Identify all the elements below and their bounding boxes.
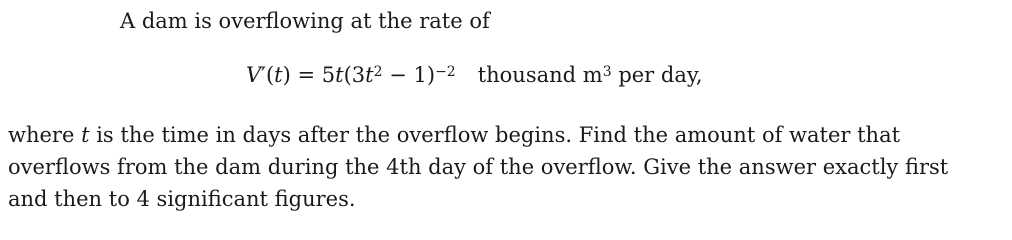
formula-rhs-variable: t	[335, 63, 344, 87]
rate-formula: $V'(t) = 5t(3t^2 - 1)^{-2}$ thousand $m^3$ per day,	[246, 63, 703, 87]
formula-lhs-variable: t	[274, 63, 283, 87]
formula-inner-variable: t	[365, 63, 374, 87]
formula-function: V	[246, 63, 262, 87]
formula-inner-exponent: 2	[373, 63, 383, 80]
formula-outer-exponent: −2	[435, 63, 456, 80]
formula-inner-constant: 1	[413, 63, 427, 87]
formula-unit: thousand m	[477, 63, 603, 87]
problem-body-line-3: and then to 4 significant figures.	[8, 187, 356, 211]
formula-prime: ′	[261, 63, 266, 87]
problem-intro: A dam is overflowing at the rate of	[120, 9, 490, 33]
formula-inner-coefficient: 3	[351, 63, 366, 87]
problem-body-line-1	[8, 122, 900, 148]
body-variable: t	[81, 123, 90, 147]
formula-coefficient: 5	[321, 63, 336, 87]
body-line-1-text: where t is the time in days after the overflow begins. Find the amount of water that	[8, 123, 901, 147]
formula-unit-suffix: per day,	[618, 63, 703, 87]
formula-unit-exponent: 3	[602, 63, 612, 80]
problem-body-line-2: overflows from the dam during the 4th day of the overflow. Give the answer exactly first	[8, 155, 949, 179]
